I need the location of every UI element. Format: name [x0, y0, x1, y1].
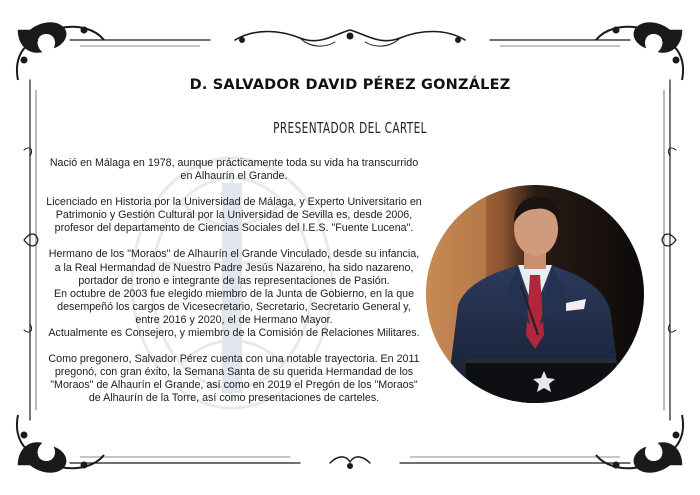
- bio-line: Nació en Málaga en 1978, aunque prácticamente toda su vida ha transcurrido: [49, 157, 419, 169]
- bio-line: Licenciado en Historia por la Universidad de Málaga, y Experto Universitario en: [46, 196, 422, 209]
- bio-paragraph-birth: [34, 157, 434, 183]
- bio-line: Actualmente es Consejero, y miembro de la Comisión de Relaciones Militares.: [48, 327, 420, 340]
- bio-paragraph-speeches: [34, 353, 434, 405]
- bio-line: En octubre de 2003 fue elegido miembro de la Junta de Gobierno, en la que: [53, 287, 415, 300]
- portrait-photo: [426, 185, 644, 403]
- bio-line: entre 2016 y 2020, el de Hermano Mayor.: [135, 313, 333, 326]
- bio-paragraph-education: [34, 196, 434, 235]
- biography-text: [34, 157, 434, 406]
- bio-line: Patrimonio y Gestión Cultural por la Universidad de Sevilla es, desde 2006,: [55, 209, 413, 222]
- portrait-illustration: [426, 185, 644, 403]
- bio-line: profesor del departamento de Ciencias Sociales del I.E.S. "Fuente Lucena".: [54, 222, 414, 235]
- bio-line: pregonó, con gran éxito, la Semana Santa de su querida Hermandad de los: [54, 366, 414, 379]
- bio-line: en Alhaurín el Grande.: [180, 170, 288, 183]
- bio-line: "Moraos" de Alhaurín el Grande, así como en 2019 el Pregón de los "Moraos": [50, 379, 418, 392]
- bio-line: Hermano de los "Moraos" de Alhaurín el Grande Vinculado, desde su infancia,: [48, 248, 420, 261]
- bio-line: Como pregonero, Salvador Pérez cuenta con una notable trayectoria. En 2011: [48, 353, 420, 366]
- page-subtitle: PRESENTADOR DEL CARTEL: [273, 119, 427, 137]
- bio-paragraph-brotherhood: [34, 248, 434, 340]
- bio-line: a la Real Hermandad de Nuestro Padre Jesús Nazareno, ha sido nazareno,: [54, 261, 414, 274]
- bio-line: de Alhaurín de la Torre, así como presentaciones de carteles.: [88, 392, 380, 405]
- bio-line: desempeñó los cargos de Vicesecretario, Secretario, Secretario General y,: [57, 300, 411, 313]
- bio-line: portador de trono e integrante de las representaciones de Pasión.: [78, 274, 390, 287]
- page-title: D. SALVADOR DAVID PÉREZ GONZÁLEZ: [189, 77, 511, 93]
